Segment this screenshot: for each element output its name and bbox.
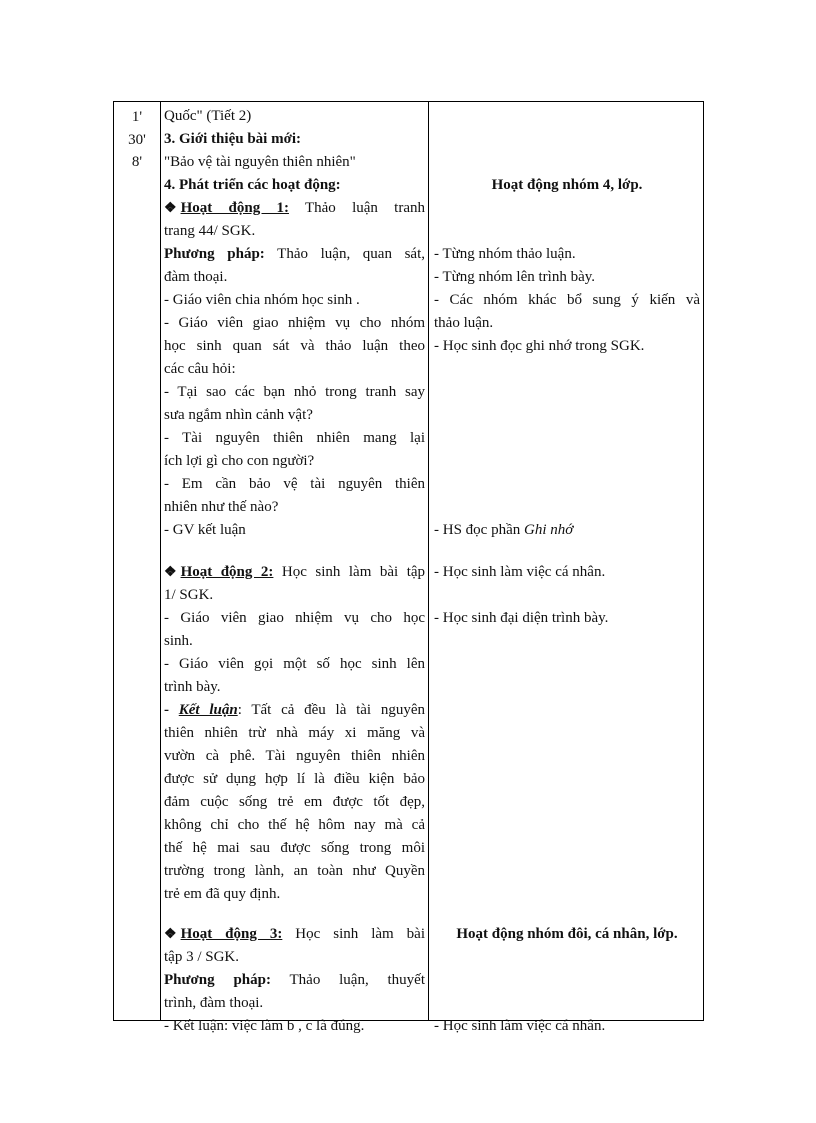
- text-line: - Học sinh đại diện trình bày.: [434, 610, 609, 626]
- text-line: - Giáo viên gọi một số học sinh lên: [164, 656, 425, 672]
- text-line: trình, đàm thoại.: [164, 995, 264, 1011]
- timing-2: 30': [128, 131, 146, 148]
- method-line: Phương pháp: Thảo luận, quan sát,: [164, 246, 426, 262]
- lesson-table: [113, 101, 704, 1034]
- text-line: "Bảo vệ tài nguyên thiên nhiên": [164, 154, 356, 170]
- text-line: sinh.: [164, 633, 193, 649]
- text-line: - Giáo viên giao nhiệm vụ cho học: [164, 610, 425, 626]
- diamond-bullet-icon: ❖: [164, 565, 177, 580]
- section-heading: 4. Phát triển các hoạt động:: [164, 177, 341, 193]
- text-line: - Tại sao các bạn nhỏ trong tranh say: [164, 384, 425, 400]
- text-line: được sử dụng hợp lí là điều kiện bảo: [164, 771, 425, 787]
- text-line: các câu hỏi:: [164, 361, 236, 377]
- teacher-activity-column: [164, 102, 426, 1034]
- activity-1-heading: ❖ Hoạt động 1: Thảo luận tranh: [164, 200, 426, 216]
- text-line: trình bày.: [164, 679, 221, 695]
- diamond-bullet-icon: ❖: [164, 927, 177, 942]
- column-divider: [160, 102, 161, 1020]
- text-line: - Học sinh làm việc cá nhân.: [434, 1018, 606, 1034]
- text-line: tập 3 / SGK.: [164, 949, 239, 965]
- diamond-bullet-icon: ❖: [164, 201, 177, 216]
- text-line: thế hệ mai sau được sống trong môi: [164, 840, 425, 856]
- timing-1: 1': [131, 109, 143, 125]
- text-line: đàm thoại.: [164, 269, 228, 285]
- text-line: - Em cần bảo vệ tài nguyên thiên: [164, 476, 425, 492]
- column-divider: [428, 102, 429, 1020]
- section-heading: 3. Giới thiệu bài mới:: [164, 131, 302, 147]
- text-line: - Từng nhóm thảo luận.: [434, 246, 576, 262]
- group-heading: Hoạt động nhóm đôi, cá nhân, lớp.: [456, 926, 678, 942]
- timing-column: [114, 102, 160, 1020]
- text-line: không chỉ cho thế hệ hôm nay mà cả: [164, 817, 425, 833]
- conclusion-line: - Kết luận: Tất cả đều là tài nguyên: [164, 702, 425, 718]
- text-line: - Giáo viên giao nhiệm vụ cho nhóm: [164, 315, 425, 331]
- activity-3-heading: ❖ Hoạt động 3: Học sinh làm bài: [164, 926, 425, 942]
- activity-2-heading: ❖ Hoạt động 2: Học sinh làm bài tập: [164, 564, 426, 580]
- text-line: vườn cà phê. Tài nguyên thiên nhiên: [164, 748, 425, 764]
- timing-3: 8': [131, 154, 143, 170]
- text-line: sưa ngắm nhìn cảnh vật?: [164, 407, 313, 423]
- text-line: thảo luận.: [434, 315, 494, 331]
- text-line: - Giáo viên chia nhóm học sinh .: [164, 292, 360, 308]
- text-line: - Học sinh làm việc cá nhân.: [434, 564, 606, 580]
- group-heading: Hoạt động nhóm 4, lớp.: [491, 177, 643, 193]
- text-line: đảm cuộc sống trẻ em được tốt đẹp,: [164, 794, 425, 810]
- text-line: - Tài nguyên thiên nhiên mang lại: [164, 430, 425, 446]
- text-line: - Kết luận: việc làm b , c là đúng.: [164, 1018, 365, 1034]
- student-activity-column: [434, 102, 700, 1034]
- text-line: học sinh quan sát và thảo luận theo: [164, 338, 425, 354]
- text-line: thiên nhiên trừ nhà máy xi măng và: [164, 725, 425, 741]
- text-line: 1/ SGK.: [164, 587, 214, 603]
- text-line: - Học sinh đọc ghi nhớ trong SGK.: [434, 338, 645, 354]
- text-line: trẻ em đã quy định.: [164, 886, 281, 902]
- text-line: Quốc" (Tiết 2): [164, 108, 252, 124]
- text-line: - GV kết luận: [164, 522, 246, 538]
- text-line: trường trong lành, an toàn như Quyền: [164, 863, 425, 879]
- text-line: - HS đọc phần Ghi nhớ: [434, 522, 574, 538]
- text-line: trang 44/ SGK.: [164, 223, 256, 239]
- text-line: nhiên như thế nào?: [164, 499, 279, 515]
- method-line: Phương pháp: Thảo luận, thuyết: [164, 972, 425, 988]
- text-line: - Từng nhóm lên trình bày.: [434, 269, 596, 285]
- text-line: ích lợi gì cho con người?: [164, 453, 315, 469]
- text-line: - Các nhóm khác bổ sung ý kiến và: [434, 292, 700, 308]
